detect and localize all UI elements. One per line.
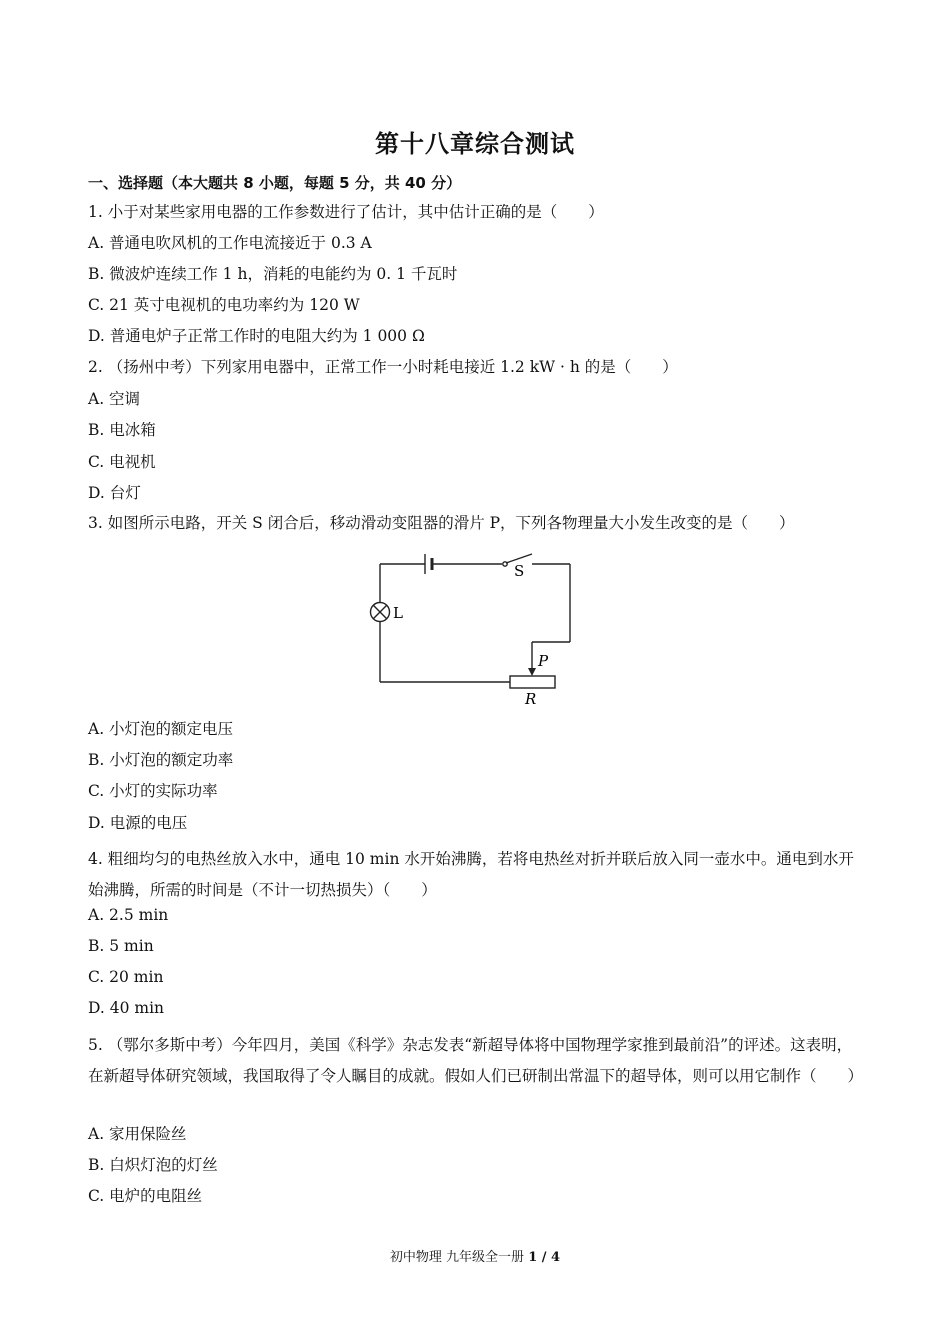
question-2-option-a: A. 空调: [88, 390, 141, 408]
question-5-option-c: C. 电炉的电阻丝: [88, 1187, 203, 1205]
question-5-option-b: B. 白炽灯泡的灯丝: [88, 1156, 218, 1174]
question-3-option-b: B. 小灯泡的额定功率: [88, 751, 234, 769]
question-3-option-d: D. 电源的电压: [88, 814, 188, 832]
question-1-option-c: C. 21 英寸电视机的电功率约为 120 W: [88, 296, 360, 314]
question-5-option-a: A. 家用保险丝: [88, 1125, 187, 1143]
question-1-option-b: B. 微波炉连续工作 1 h，消耗的电能约为 0. 1 千瓦时: [88, 265, 458, 283]
question-1-option-d: D. 普通电炉子正常工作时的电阻大约为 1 000 Ω: [88, 327, 425, 345]
question-3-option-a: A. 小灯泡的额定电压: [88, 720, 234, 738]
circuit-diagram: [360, 544, 590, 716]
question-2-option-c: C. 电视机: [88, 453, 156, 471]
question-2-option-d: D. 台灯: [88, 484, 141, 502]
page-footer: [0, 1246, 950, 1265]
footer-course: 初中物理 九年级全一册: [389, 1250, 525, 1265]
question-2-option-b: B. 电冰箱: [88, 421, 156, 439]
question-3-stem: 3. 如图所示电路，开关 S 闭合后，移动滑动变阻器的滑片 P，下列各物理量大小发生改变的是（ ）: [88, 514, 795, 532]
question-4-option-d: D. 40 min: [88, 999, 165, 1017]
page-title: 第十八章综合测试: [375, 130, 575, 158]
question-4-stem: 4. 粗细均匀的电热丝放入水中，通电 10 min 水开始沸腾，若将电热丝对折并联后放入同一壶水中。通电到水开始沸腾，所需的时间是（不计一切热损失）（ ）: [88, 850, 854, 899]
page-number: 1 / 4: [528, 1250, 561, 1265]
question-1-option-a: A. 普通电吹风机的工作电流接近于 0.3 A: [88, 234, 372, 252]
lamp-label: L: [393, 604, 403, 622]
slider-arrow: [528, 668, 536, 676]
question-5-stem: 5. （鄂尔多斯中考）今年四月，美国《科学》杂志发表“新超导体将中国物理学家推到最前沿”的评述。这表明，在新超导体研究领域，我国取得了令人瞩目的成就。假如人们已研制出常温下的超导体，则可以用它制作（ ）: [88, 1036, 864, 1085]
question-4-option-b: B. 5 min: [88, 937, 154, 955]
resistor-label: R: [525, 690, 537, 708]
rheostat-body: [510, 676, 555, 688]
question-3-option-c: C. 小灯的实际功率: [88, 782, 218, 800]
question-1-stem: 1. 小于对某些家用电器的工作参数进行了估计，其中估计正确的是（ ）: [88, 203, 604, 221]
question-2-stem: 2. （扬州中考）下列家用电器中，正常工作一小时耗电接近 1.2 kW · h 的是（ ）: [88, 358, 678, 376]
section-heading: 一、选择题（本大题共 8 小题，每题 5 分，共 40 分）: [88, 174, 462, 192]
question-4-option-c: C. 20 min: [88, 968, 164, 986]
slider-label: P: [538, 652, 549, 670]
switch-label: S: [514, 562, 525, 580]
question-4-option-a: A. 2.5 min: [88, 906, 169, 924]
